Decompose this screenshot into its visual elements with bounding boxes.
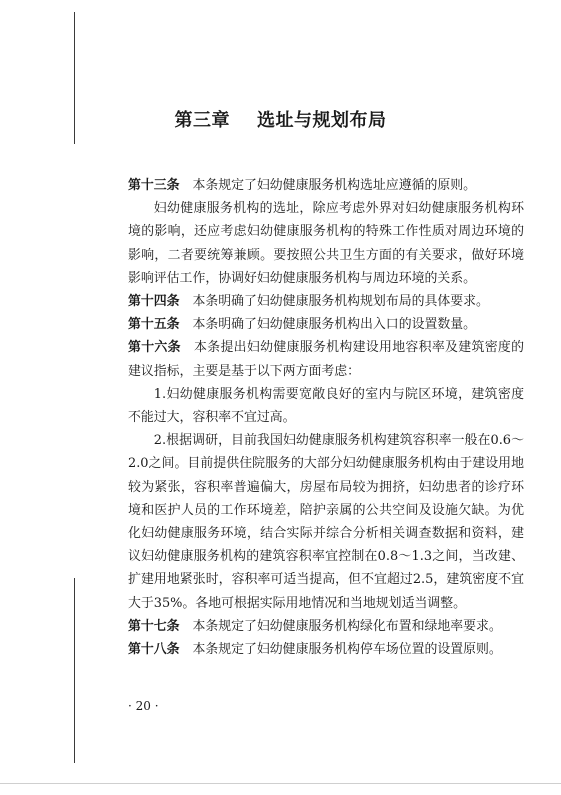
paragraph-point-1 — [128, 383, 524, 429]
paragraph-text: 本条规定了妇幼健康服务机构绿化布置和绿地率要求。 — [192, 618, 502, 634]
paragraph-text: 本条明确了妇幼健康服务机构出入口的设置数量。 — [192, 317, 477, 333]
article-label: 第十四条 — [128, 294, 180, 310]
paragraph-article-13 — [128, 174, 524, 197]
article-label: 第十六条 — [128, 340, 181, 356]
binding-margin-line-bottom — [74, 578, 75, 763]
paragraph-text: 本条明确了妇幼健康服务机构规划布局的具体要求。 — [192, 294, 489, 310]
paragraph-text: 1.妇幼健康服务机构需要宽敞良好的室内与院区环境，建筑密度不能过大，容积率不宜过高。 — [128, 386, 524, 426]
paragraph-article-14 — [128, 290, 524, 313]
bottom-rule — [0, 783, 561, 784]
paragraph-article-16 — [128, 336, 524, 382]
paragraph-text: 2.根据调研，目前我国妇幼健康服务机构建筑容积率一般在0.6～2.0之间。目前提供住院服务的大部分妇幼健康服务机构由于建设用地较为紧张，容积率普遍偏大，房屋布局较为拥挤，妇幼患者的诊疗环境和医护人员的工作环境差，陪护亲属的公共空间及设施欠缺。为优化妇幼健康服务环境，结合实际并综合分析相关调查数据和资料，建议妇幼健康服务机构的建筑容积率宜控制在0.8～1.3之间，当改建、扩建用地紧张时，容积率可适当提高，但不宜超过2.5，建筑密度不宜大于35%。各地可根据实际用地情况和当地规划适当调整。 — [128, 433, 524, 611]
paragraph-text: 本条规定了妇幼健康服务机构停车场位置的设置原则。 — [192, 642, 502, 658]
article-label: 第十七条 — [128, 618, 180, 634]
paragraph-text: 本条规定了妇幼健康服务机构选址应遵循的原则。 — [192, 178, 477, 193]
paragraph-site-selection — [128, 197, 524, 290]
paragraph-article-15 — [128, 313, 524, 336]
body-text — [128, 174, 524, 661]
page-number: · 20 · — [128, 699, 159, 713]
paragraph-point-2 — [128, 429, 524, 615]
article-label: 第十三条 — [128, 178, 180, 193]
chapter-title: 第三章 选址与规划布局 — [174, 110, 387, 131]
article-label: 第十五条 — [128, 317, 180, 333]
paragraph-text: 妇幼健康服务机构的选址，除应考虑外界对妇幼健康服务机构环境的影响，还应考虑妇幼健康服务机构的特殊工作性质对周边环境的影响，二者要统筹兼顾。要按照公共卫生方面的有关要求，做好环境影响评估工作，协调好妇幼健康服务机构与周边环境的关系。 — [128, 201, 524, 286]
paragraph-article-17 — [128, 615, 524, 638]
article-label: 第十八条 — [128, 642, 180, 658]
paragraph-text: 本条提出妇幼健康服务机构建设用地容积率及建筑密度的建议指标，主要是基于以下两方面考虑： — [128, 340, 524, 379]
paragraph-article-18 — [128, 638, 524, 661]
